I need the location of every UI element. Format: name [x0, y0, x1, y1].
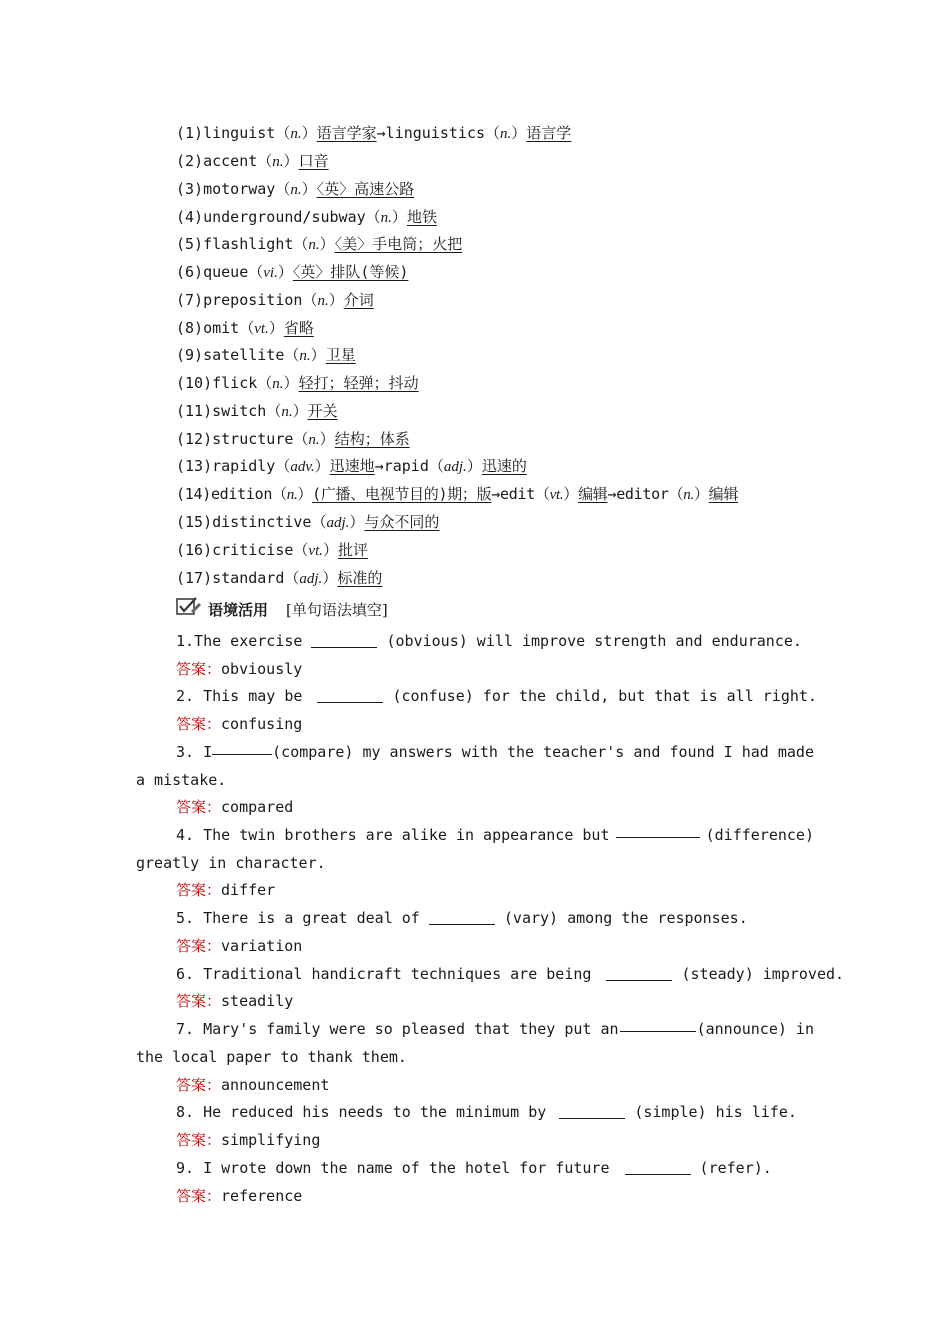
vocab-item: (9)satellite（n.）卫星	[176, 346, 356, 364]
item-number: (9)	[176, 346, 204, 364]
part-of-speech: n.	[500, 126, 512, 142]
answer-blank	[317, 686, 383, 703]
answer-label: 答案：	[176, 937, 222, 955]
question-continuation	[136, 766, 814, 794]
vocab-item: (16)criticise（vt.）批评	[176, 541, 369, 559]
answer-text: variation	[221, 937, 303, 955]
arrow-icon: →	[374, 457, 384, 475]
vocab-word: flick	[212, 374, 258, 392]
answer-label: 答案：	[176, 881, 222, 899]
vocab-meaning: 介词	[343, 291, 374, 309]
section-subtitle: [单句语法填空]	[286, 601, 388, 619]
item-number: (8)	[176, 319, 204, 337]
question-continuation	[136, 1043, 814, 1071]
item-number: (12)	[176, 430, 213, 448]
answer-line	[176, 876, 814, 904]
part-of-speech: n.	[290, 182, 302, 198]
vocab-word: omit	[203, 319, 240, 337]
vocab-meaning: 与众不同的	[364, 513, 440, 531]
item-number: (13)	[176, 457, 213, 475]
part-of-speech: n.	[683, 487, 694, 503]
question-text: (announce) in	[696, 1020, 814, 1038]
answer-blank	[429, 908, 495, 925]
answer-line	[176, 710, 814, 738]
vocab-meaning: 语言学	[526, 124, 572, 142]
answer-text: compared	[221, 798, 294, 816]
vocab-meaning: 语言学家	[316, 124, 377, 142]
vocab-meaning: (广播、电视节目的)期；版	[312, 485, 492, 503]
answer-blank	[212, 738, 272, 755]
vocab-word: rapid	[383, 457, 429, 475]
exercise-question	[176, 738, 814, 766]
question-text: (confuse) for the child, but that is all right.	[392, 687, 817, 705]
vocab-word: linguistics	[385, 124, 486, 142]
question-text: (compare) my answers with the teacher's and found I had made	[272, 743, 814, 761]
section-header	[176, 596, 388, 624]
question-text: 8. He reduced his needs to the minimum by	[176, 1103, 547, 1121]
part-of-speech: n.	[299, 348, 311, 364]
arrow-icon: →	[491, 485, 501, 503]
vocab-item: (4)underground/subway（n.）地铁	[176, 208, 437, 226]
question-text: (obvious) will improve strength and endurance.	[386, 632, 802, 650]
section-title: 语境活用	[208, 601, 269, 619]
answer-text: confusing	[221, 715, 303, 733]
answer-blank	[311, 631, 377, 648]
vocab-meaning: 标准的	[337, 569, 383, 587]
question-text: 3. I	[176, 743, 213, 761]
vocab-item: (17)standard（adj.）标准的	[176, 569, 383, 587]
vocab-word: flashlight	[203, 235, 294, 253]
part-of-speech: adj.	[443, 459, 467, 475]
part-of-speech: adj.	[299, 571, 323, 587]
part-of-speech: vt.	[549, 487, 564, 503]
exercise-question	[176, 904, 814, 932]
exercise-question	[176, 1154, 814, 1182]
vocab-meaning: 结构；体系	[334, 430, 410, 448]
vocab-meaning: 卫星	[325, 346, 356, 364]
question-text: (difference)	[705, 826, 814, 844]
vocab-item: (14)edition（n.）(广播、电视节目的)期；版→edit（vt.）编辑→editor（n.）编辑	[176, 485, 739, 503]
part-of-speech: n.	[308, 432, 320, 448]
vocab-item: (8)omit（vt.）省略	[176, 319, 314, 337]
vocab-item: (11)switch（n.）开关	[176, 402, 338, 420]
check-pencil-icon	[176, 596, 202, 625]
item-number: (3)	[176, 180, 204, 198]
question-text: 1.The exercise	[176, 632, 303, 650]
item-number: (2)	[176, 152, 204, 170]
item-number: (15)	[176, 513, 213, 531]
answer-blank	[616, 821, 700, 838]
exercise-question	[176, 627, 814, 655]
part-of-speech: n.	[272, 154, 284, 170]
vocab-item: (5)flashlight（n.）〈美〉手电筒；火把	[176, 235, 463, 253]
vocab-item: (10)flick（n.）轻打；轻弹；抖动	[176, 374, 419, 392]
question-text: (vary) among the responses.	[503, 909, 748, 927]
item-number: (16)	[176, 541, 213, 559]
exercise-question	[176, 1098, 814, 1126]
part-of-speech: adj.	[326, 515, 350, 531]
vocab-word: underground/subway	[203, 208, 366, 226]
answer-label: 答案：	[176, 992, 222, 1010]
item-number: (10)	[176, 374, 213, 392]
vocab-item: (6)queue（vi.）〈英〉排队(等候)	[176, 263, 409, 281]
question-text: the local paper to thank them.	[136, 1048, 407, 1066]
answer-label: 答案：	[176, 1187, 222, 1205]
part-of-speech: n.	[281, 404, 293, 420]
vocab-meaning: 编辑	[578, 485, 608, 503]
vocab-word: preposition	[203, 291, 303, 309]
question-text: (refer).	[699, 1159, 772, 1177]
part-of-speech: vi.	[263, 265, 278, 281]
answer-text: obviously	[221, 660, 303, 678]
answer-text: announcement	[221, 1076, 330, 1094]
vocab-meaning: 批评	[338, 541, 369, 559]
question-text: 5. There is a great deal of	[176, 909, 420, 927]
vocab-word: edit	[500, 485, 535, 503]
question-text: greatly in character.	[136, 854, 326, 872]
item-number: (7)	[176, 291, 204, 309]
part-of-speech: adv.	[290, 459, 315, 475]
question-text: 6. Traditional handicraft techniques are being	[176, 965, 592, 983]
answer-line	[176, 932, 814, 960]
vocab-word: rapidly	[212, 457, 276, 475]
vocab-meaning: 口音	[298, 152, 329, 170]
part-of-speech: vt.	[254, 321, 269, 337]
answer-text: differ	[221, 881, 276, 899]
answer-line	[176, 655, 814, 683]
vocab-item: (13)rapidly（adv.）迅速地→rapid（adj.）迅速的	[176, 457, 527, 475]
question-text: a mistake.	[136, 771, 227, 789]
answer-line	[176, 987, 814, 1015]
answer-line	[176, 1182, 814, 1210]
question-text: 9. I wrote down the name of the hotel for future	[176, 1159, 610, 1177]
vocab-meaning: 轻打；轻弹；抖动	[298, 374, 419, 392]
question-text: 7. Mary's family were so pleased that they put an	[176, 1020, 619, 1038]
question-text: (simple) his life.	[634, 1103, 797, 1121]
answer-text: simplifying	[221, 1131, 321, 1149]
exercise-question	[176, 1015, 814, 1043]
vocab-item: (7)preposition（n.）介词	[176, 291, 374, 309]
arrow-icon: →	[607, 485, 617, 503]
exercise-question	[176, 960, 845, 988]
vocab-word: accent	[203, 152, 258, 170]
answer-label: 答案：	[176, 715, 222, 733]
vocab-meaning: 〈英〉高速公路	[316, 180, 415, 198]
item-number: (17)	[176, 569, 213, 587]
vocab-item: (12)structure（n.）结构；体系	[176, 430, 410, 448]
part-of-speech: n.	[290, 126, 302, 142]
vocab-meaning: 〈美〉手电筒；火把	[334, 235, 463, 253]
vocab-word: switch	[212, 402, 267, 420]
answer-blank	[625, 1158, 691, 1175]
vocab-item: (3)motorway（n.）〈英〉高速公路	[176, 180, 415, 198]
part-of-speech: n.	[272, 376, 284, 392]
answer-label: 答案：	[176, 798, 222, 816]
question-continuation	[136, 849, 814, 877]
vocab-meaning: 编辑	[708, 485, 739, 503]
vocab-meaning: 迅速的	[481, 457, 527, 475]
vocab-word: motorway	[203, 180, 276, 198]
part-of-speech: n.	[380, 210, 392, 226]
vocab-meaning: 地铁	[406, 208, 437, 226]
vocab-word: linguist	[203, 124, 276, 142]
exercise-question	[176, 682, 817, 710]
answer-line	[176, 793, 814, 821]
answer-line	[176, 1126, 814, 1154]
answer-label: 答案：	[176, 1131, 222, 1149]
answer-text: steadily	[221, 992, 294, 1010]
item-number: (1)	[176, 124, 204, 142]
vocab-word: standard	[212, 569, 285, 587]
arrow-icon: →	[376, 124, 386, 142]
vocab-item: (1)linguist（n.）语言学家→linguistics（n.）语言学	[176, 124, 572, 142]
item-number: (6)	[176, 263, 204, 281]
vocab-word: criticise	[212, 541, 294, 559]
vocab-word: distinctive	[212, 513, 312, 531]
vocab-word: satellite	[203, 346, 285, 364]
answer-line	[176, 1071, 814, 1099]
vocab-word: editor	[616, 485, 669, 503]
part-of-speech: vt.	[308, 543, 323, 559]
vocab-item: (2)accent（n.）口音	[176, 152, 329, 170]
vocab-meaning: 迅速地	[329, 457, 375, 475]
part-of-speech: n.	[317, 293, 329, 309]
vocab-meaning: 省略	[283, 319, 314, 337]
item-number: (5)	[176, 235, 204, 253]
item-number: (14)	[176, 485, 211, 503]
vocab-word: structure	[212, 430, 294, 448]
answer-blank	[559, 1102, 625, 1119]
exercise-question	[176, 821, 814, 849]
vocab-meaning: 开关	[307, 402, 338, 420]
question-text: 4. The twin brothers are alike in appearance but	[176, 826, 610, 844]
answer-blank	[606, 964, 672, 981]
answer-blank	[620, 1015, 696, 1032]
part-of-speech: n.	[308, 237, 320, 253]
answer-label: 答案：	[176, 660, 222, 678]
part-of-speech: n.	[286, 487, 298, 503]
vocab-word: edition	[210, 485, 273, 503]
item-number: (4)	[176, 208, 204, 226]
answer-text: reference	[221, 1187, 303, 1205]
answer-label: 答案：	[176, 1076, 222, 1094]
question-text: 2. This may be	[176, 687, 303, 705]
question-text: (steady) improved.	[681, 965, 845, 983]
vocab-item: (15)distinctive（adj.）与众不同的	[176, 513, 440, 531]
item-number: (11)	[176, 402, 213, 420]
vocab-meaning: 〈英〉排队(等候)	[292, 263, 409, 281]
vocab-word: queue	[203, 263, 249, 281]
